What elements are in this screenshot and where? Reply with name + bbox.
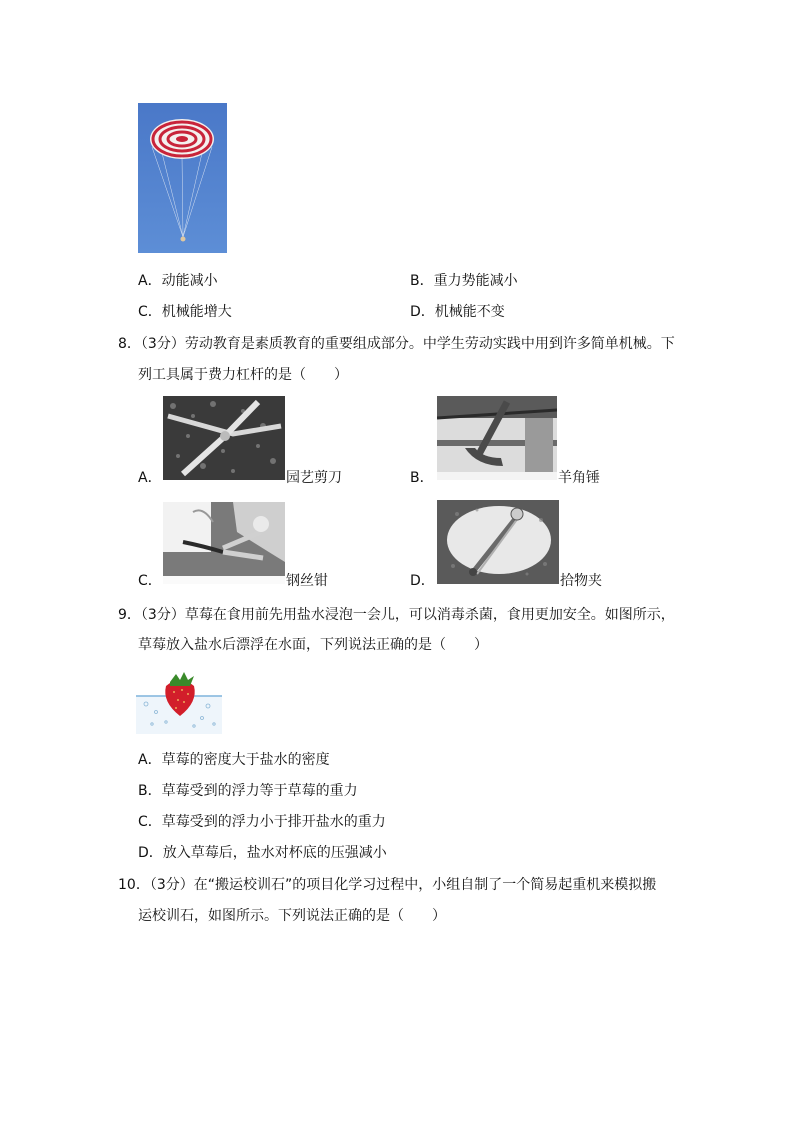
- option-text: 放入草莓后，盐水对杯底的压强减小: [162, 845, 387, 861]
- option-text: 重力势能减小: [433, 273, 518, 289]
- q8-stem-line2: 列工具属于费力杠杆的是（ ）: [138, 367, 348, 383]
- q10-stem-line2: 运校训石，如图所示。下列说法正确的是（ ）: [138, 908, 446, 924]
- option-letter: C．: [138, 304, 162, 320]
- option-letter: B．: [138, 783, 162, 799]
- option-letter: D．: [410, 304, 435, 320]
- q8-option-b-text: 羊角锤: [558, 470, 600, 486]
- option-text: 草莓的密度大于盐水的密度: [161, 752, 330, 768]
- option-text: 动能减小: [161, 273, 218, 289]
- q10-stem-line1: 10．（3分）在“搬运校训石”的项目化学习过程中，小组自制了一个简易起重机来模拟搬: [118, 877, 657, 893]
- option-letter: A．: [138, 752, 162, 768]
- q8-option-d-text: 拾物夹: [560, 573, 602, 589]
- q9-option-c[interactable]: [138, 811, 386, 831]
- option-text: 草莓受到的浮力小于排开盐水的重力: [161, 814, 386, 830]
- strawberry-image: [136, 668, 222, 734]
- parachute-image: [138, 103, 227, 253]
- option-text: 草莓受到的浮力等于草莓的重力: [161, 783, 358, 799]
- q9-option-d[interactable]: [138, 842, 387, 862]
- q7-option-c[interactable]: [138, 301, 232, 321]
- q8-option-a-letter[interactable]: A．: [138, 470, 162, 486]
- claw-hammer-image: [437, 396, 557, 480]
- option-letter: B．: [410, 273, 434, 289]
- option-letter: A．: [138, 273, 162, 289]
- q9-stem-line2: 草莓放入盐水后漂浮在水面，下列说法正确的是（ ）: [138, 637, 488, 653]
- option-text: 机械能增大: [161, 304, 232, 320]
- q8-option-c-letter[interactable]: C．: [138, 573, 162, 589]
- q8-option-b-letter[interactable]: B．: [410, 470, 434, 486]
- q7-option-b[interactable]: [410, 270, 518, 290]
- q8-option-c-text: 钢丝钳: [286, 573, 328, 589]
- q7-option-a[interactable]: [138, 270, 218, 290]
- q9-option-b[interactable]: [138, 780, 358, 800]
- q8-stem-line1: 8．（3分）劳动教育是素质教育的重要组成部分。中学生劳动实践中用到许多简单机械。下: [118, 336, 675, 352]
- option-letter: C．: [138, 814, 162, 830]
- q8-option-a-text: 园艺剪刀: [286, 470, 342, 486]
- q8-option-d-letter[interactable]: D．: [410, 573, 435, 589]
- q9-stem-line1: 9．（3分）草莓在食用前先用盐水浸泡一会儿，可以消毒杀菌，食用更加安全。如图所示，: [118, 607, 675, 623]
- wire-pliers-image: [163, 502, 285, 584]
- option-text: 机械能不变: [434, 304, 505, 320]
- q7-option-d[interactable]: [410, 301, 505, 321]
- pickup-tongs-image: [437, 500, 559, 584]
- q9-option-a[interactable]: [138, 749, 330, 769]
- garden-shears-image: [163, 396, 285, 480]
- option-letter: D．: [138, 845, 163, 861]
